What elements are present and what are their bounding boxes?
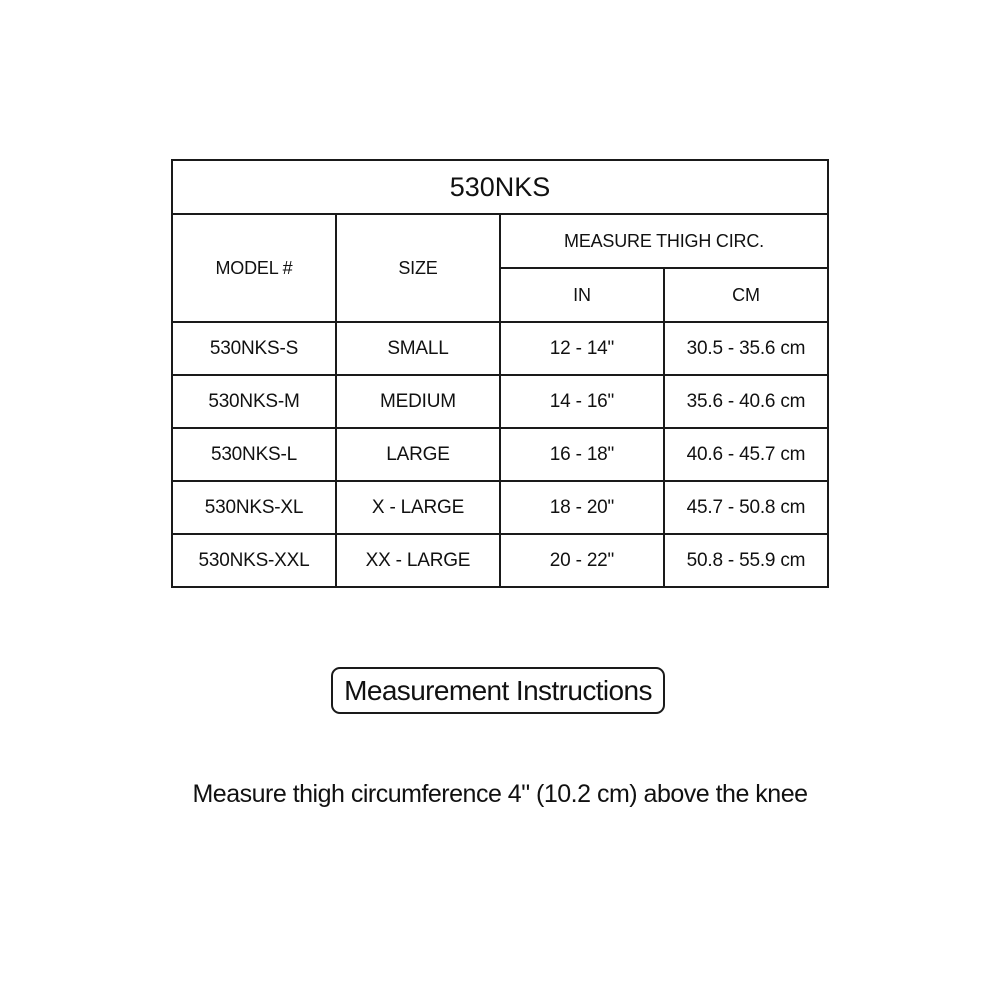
header-measure-thigh-circ: MEASURE THIGH CIRC. xyxy=(500,214,828,268)
table-row xyxy=(172,322,828,375)
cell-in: 14 - 16" xyxy=(500,375,664,428)
cell-cm: 30.5 - 35.6 cm xyxy=(664,322,828,375)
header-in: IN xyxy=(500,268,664,322)
cell-in: 18 - 20" xyxy=(500,481,664,534)
cell-in: 20 - 22" xyxy=(500,534,664,587)
cell-cm: 40.6 - 45.7 cm xyxy=(664,428,828,481)
table-title: 530NKS xyxy=(172,160,828,214)
cell-size: MEDIUM xyxy=(336,375,500,428)
cell-size: LARGE xyxy=(336,428,500,481)
cell-in: 16 - 18" xyxy=(500,428,664,481)
cell-model: 530NKS-XXL xyxy=(172,534,336,587)
header-model: MODEL # xyxy=(172,214,336,322)
cell-model: 530NKS-S xyxy=(172,322,336,375)
cell-cm: 35.6 - 40.6 cm xyxy=(664,375,828,428)
size-chart-table xyxy=(171,159,829,588)
table-row xyxy=(172,375,828,428)
cell-size: XX - LARGE xyxy=(336,534,500,587)
cell-cm: 45.7 - 50.8 cm xyxy=(664,481,828,534)
table-row xyxy=(172,481,828,534)
header-cm: CM xyxy=(664,268,828,322)
measurement-instructions-text: Measure thigh circumference 4" (10.2 cm) above the knee xyxy=(192,780,808,808)
header-size: SIZE xyxy=(336,214,500,322)
cell-size: SMALL xyxy=(336,322,500,375)
cell-model: 530NKS-XL xyxy=(172,481,336,534)
cell-cm: 50.8 - 55.9 cm xyxy=(664,534,828,587)
cell-model: 530NKS-M xyxy=(172,375,336,428)
table-row xyxy=(172,428,828,481)
table-row xyxy=(172,534,828,587)
measurement-instructions-heading: Measurement Instructions xyxy=(331,667,665,714)
cell-model: 530NKS-L xyxy=(172,428,336,481)
cell-in: 12 - 14" xyxy=(500,322,664,375)
cell-size: X - LARGE xyxy=(336,481,500,534)
